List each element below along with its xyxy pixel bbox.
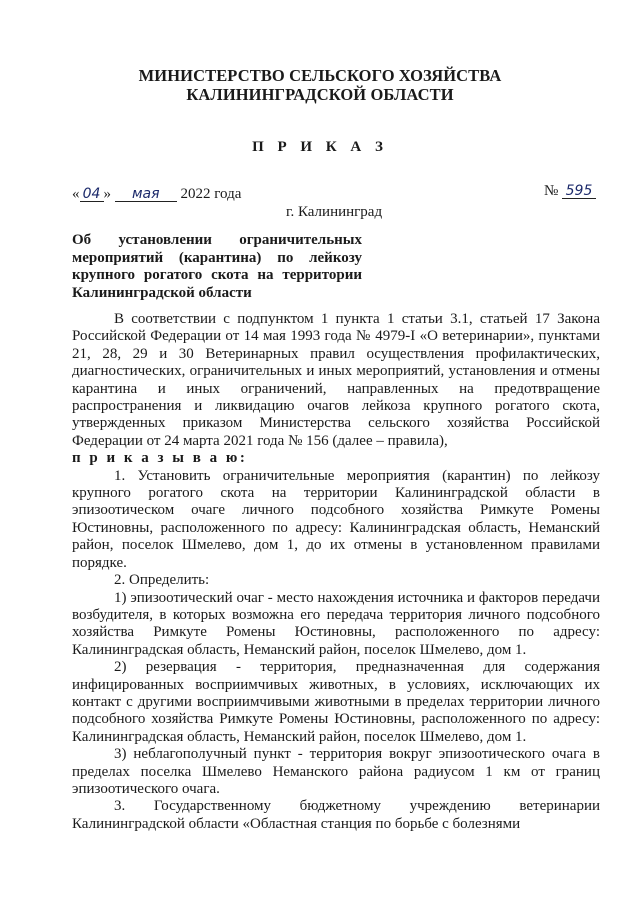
ministry-header bbox=[0, 66, 640, 104]
item-1: 1. Установить ограничительные мероприятия (карантин) по лейкозу крупного рогатого скота на территории Калининградской области в эпизоотическом очаге личного подсобного хозяйства Римкуте Ромены Юстиновны, расположенного по адресу: Калининградская область, Неманский район, поселок Шмелево, дом 1, до их отмены в установленном правилами порядке. bbox=[72, 467, 600, 571]
date-day: 04 bbox=[80, 187, 104, 202]
date-month: мая bbox=[115, 187, 177, 202]
item-2: 2. Определить: bbox=[114, 572, 210, 589]
city-name: г. Калининград bbox=[286, 204, 383, 220]
item-2-2: 2) резервация - территория, предназначенная для содержания инфицированных восприимчивых животных, в условиях, исключающих их контакт с другими восприимчивыми животными в пределах территории личного подсобного хозяйства Римкуте Ромены Юстиновны, расположенного по адресу: Калининградская область, Неманский район, поселок Шмелево, дом 1. bbox=[72, 659, 600, 745]
date-open-quote: « bbox=[72, 186, 80, 202]
order-number bbox=[544, 183, 596, 200]
item-2-3: 3) неблагополучный пункт - территория вокруг эпизоотического очага в пределах поселка Шмелево Неманского района радиусом 1 км от границ эпизоотического очага. bbox=[72, 746, 600, 797]
order-body bbox=[72, 311, 600, 833]
preamble-paragraph: В соответствии с подпунктом 1 пункта 1 статьи 3.1, статьей 17 Закона Российской Федерации от 14 мая 1993 года № 4979-I «О ветеринарии», пунктами 21, 28, 29 и 30 Ветеринарных правил осуществления профилактических, диагностических, ограничительных и иных мероприятий, установления и отмены карантина и иных ограничений, направленных на предотвращение распространения и ликвидацию очагов лейкоза крупного рогатого скота, утвержденных приказом Министерства сельского хозяйства Российской Федерации от 24 марта 2021 года № 156 (далее – правила), bbox=[72, 311, 600, 449]
ministry-region: КАЛИНИНГРАДСКОЙ ОБЛАСТИ bbox=[186, 85, 454, 104]
order-date bbox=[72, 186, 241, 203]
item-2-1: 1) эпизоотический очаг - место нахождения источника и факторов передачи возбудителя, в которых возможна его передача территория личного подсобного хозяйства Римкуте Ромены Юстиновны, расположенного по адресу: Калининградская область, Неманский район, поселок Шмелево, дом 1. bbox=[72, 589, 600, 658]
number-value: 595 bbox=[562, 184, 596, 199]
order-subject: Об установлении ограничительных мероприятий (карантина) по лейкозу крупного рогатого скота на территории Калининградской области bbox=[72, 232, 362, 301]
order-word: п р и к а з ы в а ю: bbox=[72, 450, 248, 467]
ministry-name: МИНИСТЕРСТВО СЕЛЬСКОГО ХОЗЯЙСТВА bbox=[138, 66, 502, 85]
document-type-title: П Р И К А З bbox=[252, 139, 388, 155]
date-close-quote: » bbox=[103, 186, 111, 202]
date-year: 2022 года bbox=[180, 186, 242, 202]
number-prefix: № bbox=[543, 183, 559, 199]
item-3: 3. Государственному бюджетному учреждению ветеринарии Калининградской области «Областная станция по борьбе с болезнями bbox=[72, 798, 600, 832]
